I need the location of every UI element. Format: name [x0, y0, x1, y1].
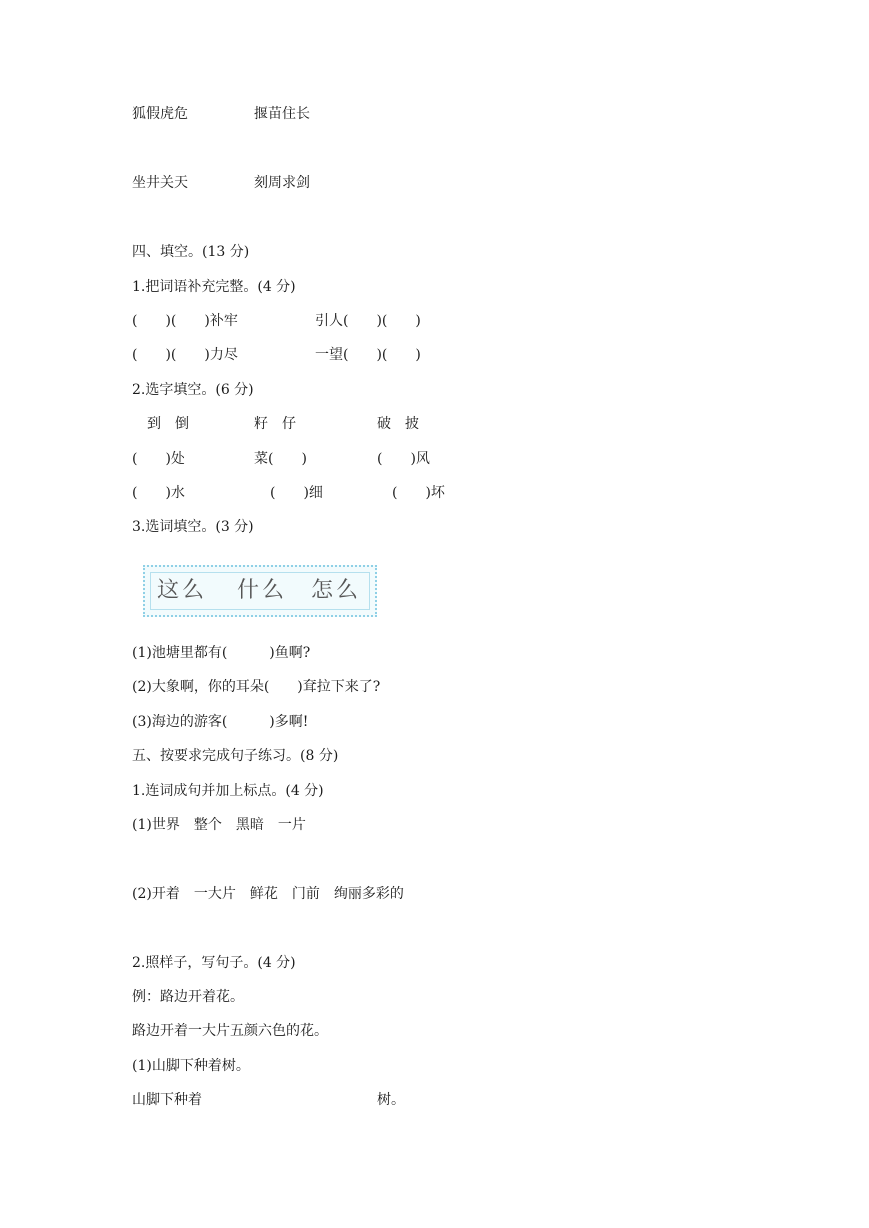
fill-blank[interactable]: 一望( )( ) [315, 347, 421, 363]
fill-blank[interactable]: ( )( )补牢 [132, 313, 238, 329]
sentence-fill[interactable]: (2)大象啊，你的耳朵( )耷拉下来了? [132, 679, 381, 695]
fill-blank[interactable]: ( )细 [270, 485, 323, 501]
exercise-item: (1)山脚下种着树。 [132, 1058, 250, 1074]
section-4-heading: 四、填空。(13 分) [132, 244, 250, 260]
word-order-item: (2)开着 一大片 鲜花 门前 绚丽多彩的 [132, 886, 404, 902]
fill-blank[interactable]: ( )坏 [392, 485, 445, 501]
word-choice: 怎么 [311, 578, 362, 603]
sentence-fill[interactable]: (3)海边的游客( )多啊! [132, 714, 309, 730]
char-option: 到 倒 [147, 416, 189, 432]
idiom-text: 揠苗住长 [254, 106, 310, 122]
char-option: 破 披 [377, 416, 419, 432]
idiom-text: 狐假虎危 [132, 106, 188, 122]
sentence-fill[interactable]: (1)池塘里都有( )鱼啊? [132, 645, 311, 661]
fill-blank[interactable]: 引人( )( ) [315, 313, 421, 329]
fill-blank[interactable]: ( )风 [377, 451, 430, 467]
question-5-1-title: 1.连词成句并加上标点。(4 分) [132, 783, 324, 799]
char-option: 籽 仔 [254, 416, 296, 432]
word-order-item: (1)世界 整个 黑暗 一片 [132, 817, 306, 833]
question-4-3-title: 3.选词填空。(3 分) [132, 519, 254, 535]
question-4-2-title: 2.选字填空。(6 分) [132, 382, 254, 398]
word-choice: 什么 [237, 578, 288, 603]
word-choice-box [143, 565, 377, 617]
fill-blank[interactable]: ( )( )力尽 [132, 347, 238, 363]
section-5-heading: 五、按要求完成句子练习。(8 分) [132, 748, 339, 764]
example-answer: 路边开着一大片五颜六色的花。 [132, 1023, 328, 1039]
idiom-text: 刻周求剑 [254, 175, 310, 191]
answer-suffix: 树。 [377, 1092, 405, 1108]
example-label: 例：路边开着花。 [132, 989, 244, 1005]
idiom-text: 坐井关天 [132, 175, 188, 191]
fill-blank[interactable]: ( )处 [132, 451, 185, 467]
answer-prefix: 山脚下种着 [132, 1092, 202, 1108]
question-5-2-title: 2.照样子，写句子。(4 分) [132, 955, 296, 971]
fill-blank[interactable]: 菜( ) [254, 451, 307, 467]
fill-blank[interactable]: ( )水 [132, 485, 185, 501]
word-choice: 这么 [157, 578, 208, 603]
question-4-1-title: 1.把词语补充完整。(4 分) [132, 279, 296, 295]
